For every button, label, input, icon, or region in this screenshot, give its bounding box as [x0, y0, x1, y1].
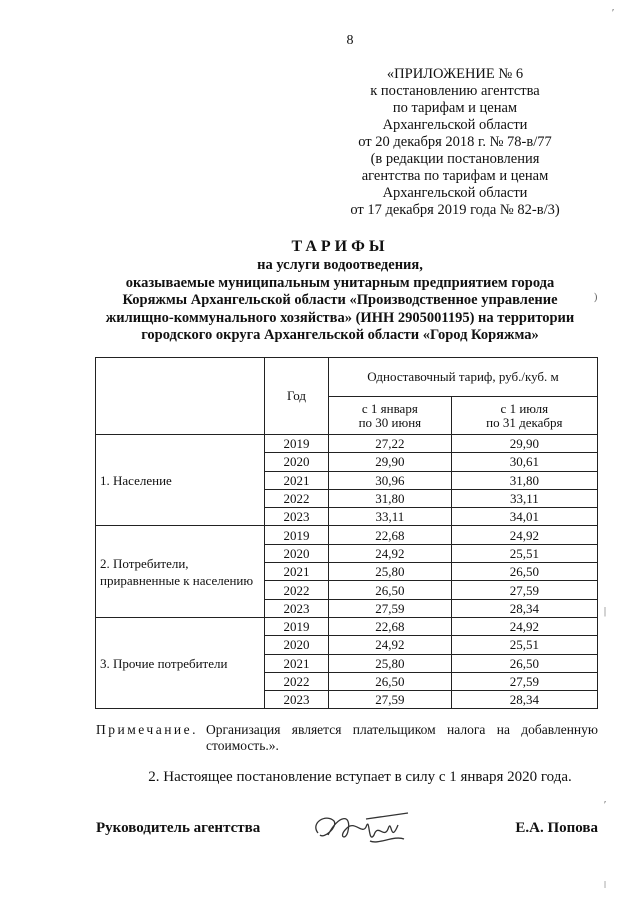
tariffs-table: [95, 357, 598, 709]
year-cell: 2020: [265, 544, 329, 562]
appendix-header: [330, 66, 580, 219]
year-cell: 2021: [265, 654, 329, 672]
tariff-first-half-cell: 33,11: [329, 508, 452, 526]
tariff-second-half-cell: 26,50: [451, 563, 597, 581]
appendix-line: от 17 декабря 2019 года № 82-в/3): [350, 202, 560, 218]
title-line: на услуги водоотведения,: [257, 257, 423, 273]
category-line: 2. Потребители,: [100, 555, 189, 571]
year-cell: 2023: [265, 599, 329, 617]
title-line: Коряжмы Архангельской области «Производственное управление: [122, 292, 558, 308]
year-cell: 2019: [265, 617, 329, 635]
title-line: городского округа Архангельской области «Город Коряжма»: [141, 327, 539, 343]
title-line: жилищно-коммунального хозяйства» (ИНН 2905001195) на территории: [105, 309, 575, 326]
tariff-first-half-cell: 22,68: [329, 617, 452, 635]
tariff-first-half-cell: 26,50: [329, 672, 452, 690]
tariff-first-half-cell: 24,92: [329, 636, 452, 654]
tariff-second-half-cell: 24,92: [451, 617, 597, 635]
table-row: [96, 526, 598, 544]
appendix-line: к постановлению агентства: [370, 83, 540, 99]
category-line: 3. Прочие потребители: [100, 655, 228, 671]
tariff-first-half-cell: 26,50: [329, 581, 452, 599]
year-cell: 2023: [265, 508, 329, 526]
note-text: Организация является плательщиком налога на добавленную стоимость.».: [206, 722, 598, 753]
tariff-header: Одноставочный тариф, руб./куб. м: [329, 358, 598, 397]
period-header-second-half: [451, 397, 597, 435]
tariff-first-half-cell: 29,90: [329, 453, 452, 471]
year-header: Год: [265, 358, 329, 435]
appendix-line: по тарифам и ценам: [392, 100, 518, 116]
tariff-first-half-cell: 27,59: [329, 691, 452, 709]
signatory-name: Е.А. Попова: [515, 820, 598, 836]
appendix-line: Архангельской области: [382, 185, 528, 201]
scan-mark: ′: [612, 8, 615, 19]
handwritten-signature: [308, 805, 418, 860]
tariff-first-half-cell: 30,96: [329, 471, 452, 489]
category-cell: [96, 435, 265, 526]
tariff-first-half-cell: 24,92: [329, 544, 452, 562]
tariff-second-half-cell: 29,90: [451, 435, 597, 453]
category-line: приравненные к населению: [100, 572, 254, 588]
scan-mark: ǀ: [604, 880, 607, 891]
tariff-first-half-cell: 25,80: [329, 654, 452, 672]
year-cell: 2019: [265, 435, 329, 453]
year-cell: 2020: [265, 453, 329, 471]
appendix-line: агентства по тарифам и ценам: [361, 168, 549, 184]
table-row: [96, 435, 598, 453]
note-label: Примечание.: [96, 722, 199, 737]
table-row: [96, 617, 598, 635]
title-line: оказываемые муниципальным унитарным предприятием города: [125, 274, 555, 291]
tariff-second-half-cell: 26,50: [451, 654, 597, 672]
note: [96, 722, 598, 754]
category-header: [96, 358, 265, 435]
tariff-first-half-cell: 31,80: [329, 489, 452, 507]
category-cell: [96, 526, 265, 617]
tariff-second-half-cell: 24,92: [451, 526, 597, 544]
scan-mark: |: [604, 606, 607, 617]
year-cell: 2021: [265, 471, 329, 489]
effective-date-clause: 2. Настоящее постановление вступает в силу с 1 января 2020 года.: [148, 769, 572, 785]
tariff-second-half-cell: 25,51: [451, 544, 597, 562]
page-number: 8: [346, 33, 354, 48]
tariff-first-half-cell: 22,68: [329, 526, 452, 544]
title-main: ТАРИФЫ: [291, 238, 389, 255]
period-line: с 1 июля: [500, 400, 549, 416]
tariff-second-half-cell: 28,34: [451, 599, 597, 617]
period-header-first-half: [329, 397, 452, 435]
appendix-line: Архангельской области: [382, 117, 528, 133]
year-cell: 2022: [265, 581, 329, 599]
year-cell: 2019: [265, 526, 329, 544]
tariff-second-half-cell: 34,01: [451, 508, 597, 526]
tariff-first-half-cell: 27,22: [329, 435, 452, 453]
scan-mark: ′: [604, 800, 607, 811]
tariff-second-half-cell: 30,61: [451, 453, 597, 471]
period-line: с 1 января: [361, 400, 418, 416]
appendix-line: от 20 декабря 2018 г. № 78-в/77: [358, 134, 552, 150]
tariff-second-half-cell: 25,51: [451, 636, 597, 654]
year-cell: 2023: [265, 691, 329, 709]
year-cell: 2020: [265, 636, 329, 654]
year-cell: 2021: [265, 563, 329, 581]
category-cell: [96, 617, 265, 708]
scan-mark: ): [594, 292, 598, 303]
appendix-line: «ПРИЛОЖЕНИЕ № 6: [386, 66, 524, 82]
category-line: 1. Население: [100, 472, 172, 488]
signatory-position: Руководитель агентства: [96, 820, 261, 836]
document-title: [70, 237, 610, 345]
tariff-second-half-cell: 31,80: [451, 471, 597, 489]
period-line: по 30 июня: [358, 414, 422, 430]
tariff-second-half-cell: 27,59: [451, 672, 597, 690]
tariff-first-half-cell: 25,80: [329, 563, 452, 581]
year-cell: 2022: [265, 489, 329, 507]
tariff-second-half-cell: 27,59: [451, 581, 597, 599]
tariff-second-half-cell: 33,11: [451, 489, 597, 507]
year-cell: 2022: [265, 672, 329, 690]
period-line: по 31 декабря: [486, 414, 563, 430]
tariff-second-half-cell: 28,34: [451, 691, 597, 709]
appendix-line: (в редакции постановления: [370, 151, 540, 167]
tariff-first-half-cell: 27,59: [329, 599, 452, 617]
